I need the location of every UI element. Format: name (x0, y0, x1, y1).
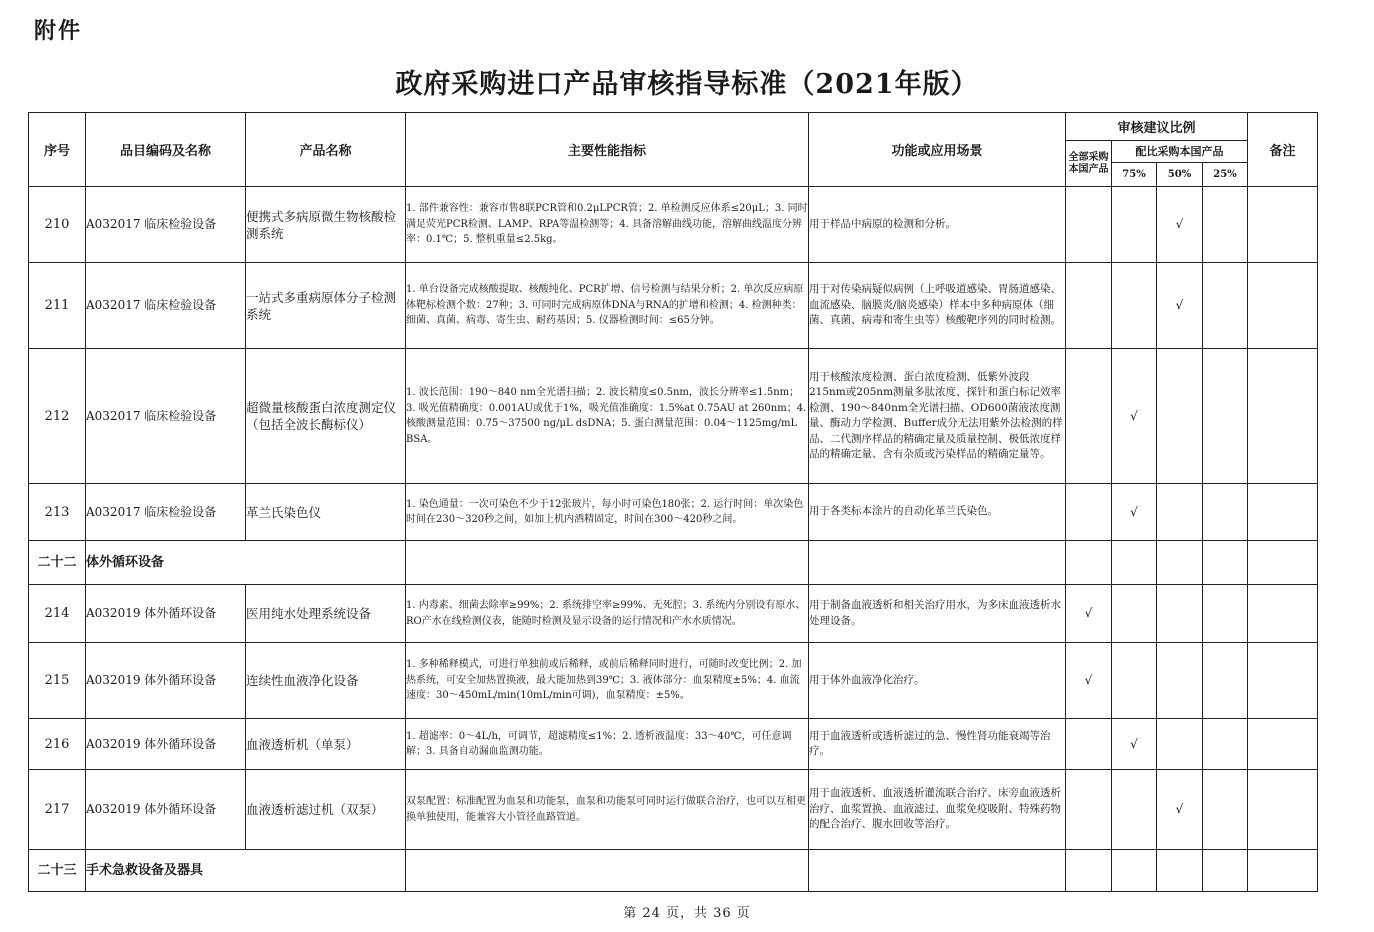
category-cell: A032017 临床检验设备 (86, 349, 246, 484)
category-cell: A032017 临床检验设备 (86, 263, 246, 349)
performance-cell: 1. 部件兼容性：兼容市售8联PCR管和0.2μLPCR管；2. 单检测反应体系≤20μL；3. 同时满足荧光PCR检测、LAMP、RPA等温检测等；4. 具备溶解曲线功能，溶解曲线温度分辨率：0.1℃；5. 整机重量≤2.5kg。 (406, 187, 809, 263)
empty-cell (1157, 850, 1203, 892)
category-cell: A032019 体外循环设备 (86, 643, 246, 719)
ratio-all-cell (1066, 719, 1112, 770)
seq-cell: 213 (29, 484, 86, 541)
seq-cell: 215 (29, 643, 86, 719)
section-row (29, 850, 1318, 892)
performance-cell: 1. 波长范围：190～840 nm全光谱扫描；2. 波长精度≤0.5nm，波长分辨率≤1.5nm；3. 吸光值精确度：0.001AU或优于1%，吸光值准确度：1.5%at 0.75AU at 260nm；4. 核酸测量范围：0.75～37500 ng/μL dsDNA；5. 蛋白测量范围：0.04～1125mg/mL BSA。 (406, 349, 809, 484)
ratio-25-cell (1203, 585, 1248, 643)
ratio-25-cell (1203, 484, 1248, 541)
ratio-50-cell (1157, 585, 1203, 643)
ratio-75-cell (1112, 770, 1157, 850)
category-cell: A032019 体外循环设备 (86, 585, 246, 643)
empty-cell (1157, 541, 1203, 585)
empty-cell (1248, 850, 1318, 892)
function-cell: 用于对传染病疑似病例（上呼吸道感染、胃肠道感染、血流感染、脑膜炎/脑炎感染）样本中多种病原体（细菌、真菌、病毒和寄生虫等）核酸靶序列的同时检测。 (809, 263, 1066, 349)
table-header (29, 113, 1318, 187)
function-cell: 用于样品中病原的检测和分析。 (809, 187, 1066, 263)
page-footer: 第 24 页，共 36 页 (623, 906, 751, 921)
empty-cell (1112, 541, 1157, 585)
category-cell: A032017 临床检验设备 (86, 484, 246, 541)
product-name-cell: 一站式多重病原体分子检测系统 (246, 263, 406, 349)
section-name: 手术急救设备及器具 (86, 850, 406, 892)
header-product: 产品名称 (246, 113, 406, 187)
ratio-75-cell (1112, 349, 1157, 484)
section-number: 二十二 (29, 541, 86, 585)
seq-cell: 214 (29, 585, 86, 643)
header-function: 功能或应用场景 (809, 113, 1066, 187)
standards-table (28, 112, 1318, 892)
table-row (29, 484, 1318, 541)
function-cell: 用于血液透析或透析滤过的急、慢性肾功能衰竭等治疗。 (809, 719, 1066, 770)
header-review-ratio: 审核建议比例 (1066, 113, 1248, 141)
table-row (29, 263, 1318, 349)
ratio-25-cell (1203, 719, 1248, 770)
ratio-all-cell (1066, 263, 1112, 349)
ratio-50-cell (1157, 263, 1203, 349)
performance-cell: 1. 多种稀释模式，可进行单独前或后稀释，或前后稀释同时进行，可随时改变比例；2. 加热系统，可安全加热置换液，最大能加热到39℃；3. 液体部分：血泵精度±5%；4. 血流速度：30～450mL/min(10mL/min可调)，血泵精度：±5%。 (406, 643, 809, 719)
header-partial-domestic: 配比采购本国产品 (1112, 141, 1248, 163)
ratio-50-cell (1157, 187, 1203, 263)
table-row (29, 643, 1318, 719)
product-name-cell: 革兰氏染色仪 (246, 484, 406, 541)
section-number: 二十三 (29, 850, 86, 892)
category-cell: A032019 体外循环设备 (86, 770, 246, 850)
seq-cell: 210 (29, 187, 86, 263)
remarks-cell (1248, 263, 1318, 349)
ratio-50-cell (1157, 770, 1203, 850)
check-mark-icon: √ (1130, 408, 1138, 423)
ratio-75-cell (1112, 187, 1157, 263)
remarks-cell (1248, 187, 1318, 263)
check-mark-icon: √ (1175, 217, 1184, 231)
category-cell: A032017 临床检验设备 (86, 187, 246, 263)
check-mark-icon: √ (1175, 802, 1184, 816)
ratio-75-cell (1112, 585, 1157, 643)
empty-cell (1066, 541, 1112, 585)
ratio-all-cell (1066, 484, 1112, 541)
function-cell: 用于体外血液净化治疗。 (809, 643, 1066, 719)
ratio-75-cell (1112, 263, 1157, 349)
performance-cell: 1. 染色通量：一次可染色不少于12张玻片，每小时可染色180张；2. 运行时间：单次染色时间在230～320秒之间，如加上机内酒精固定，时间在300～420秒之间。 (406, 484, 809, 541)
ratio-all-cell (1066, 585, 1112, 643)
ratio-25-cell (1203, 349, 1248, 484)
ratio-50-cell (1157, 484, 1203, 541)
performance-cell: 双泵配置：标准配置为血泵和功能泵，血泵和功能泵可同时运行做联合治疗，也可以互相更换单独使用，能兼容大小管径血路管道。 (406, 770, 809, 850)
ratio-75-cell (1112, 643, 1157, 719)
empty-cell (1112, 850, 1157, 892)
empty-cell (406, 850, 809, 892)
header-25: 25% (1203, 163, 1248, 187)
table-row (29, 719, 1318, 770)
check-mark-icon: √ (1130, 736, 1138, 751)
header-50: 50% (1157, 163, 1203, 187)
table-row (29, 349, 1318, 484)
ratio-75-cell (1112, 719, 1157, 770)
seq-cell: 217 (29, 770, 86, 850)
ratio-75-cell (1112, 484, 1157, 541)
empty-cell (809, 850, 1066, 892)
seq-cell: 212 (29, 349, 86, 484)
table-row (29, 770, 1318, 850)
product-name-cell: 医用纯水处理系统设备 (246, 585, 406, 643)
function-cell: 用于核酸浓度检测、蛋白浓度检测、低紫外波段215nm或205nm测量多肽浓度、探针和蛋白标记效率检测、190～840nm全光谱扫描、OD600菌液浓度测量、酶动力学检测、Buffer成分无法用紫外法检测的样品、二代测序样品的精确定量及质量控制、极低浓度样品的精确定量、含有杂质或污染样品的精确定量等。 (809, 349, 1066, 484)
ratio-50-cell (1157, 719, 1203, 770)
empty-cell (1203, 541, 1248, 585)
ratio-50-cell (1157, 643, 1203, 719)
check-mark-icon: √ (1084, 606, 1093, 620)
header-category: 品目编码及名称 (86, 113, 246, 187)
remarks-cell (1248, 349, 1318, 484)
ratio-all-cell (1066, 349, 1112, 484)
ratio-25-cell (1203, 263, 1248, 349)
remarks-cell (1248, 585, 1318, 643)
check-mark-icon: √ (1130, 504, 1138, 519)
empty-cell (809, 541, 1066, 585)
table-row (29, 187, 1318, 263)
ratio-25-cell (1203, 770, 1248, 850)
seq-cell: 211 (29, 263, 86, 349)
check-mark-icon: √ (1084, 673, 1093, 687)
function-cell: 用于制备血液透析和相关治疗用水，为多床血液透析水处理设备。 (809, 585, 1066, 643)
remarks-cell (1248, 770, 1318, 850)
header-all-domestic: 全部采购本国产品 (1066, 141, 1112, 187)
ratio-all-cell (1066, 187, 1112, 263)
product-name-cell: 便携式多病原微生物核酸检测系统 (246, 187, 406, 263)
remarks-cell (1248, 643, 1318, 719)
table-body (29, 187, 1318, 892)
section-row (29, 541, 1318, 585)
empty-cell (1248, 541, 1318, 585)
function-cell: 用于各类标本涂片的自动化革兰氏染色。 (809, 484, 1066, 541)
function-cell: 用于血液透析、血液透析灌流联合治疗、床旁血液透析治疗、血浆置换、血液滤过、血浆免疫吸附、特殊药物的配合治疗、腹水回收等治疗。 (809, 770, 1066, 850)
performance-cell: 1. 内毒素、细菌去除率≥99%；2. 系统排空率≥99%、无死腔；3. 系统内分别设有原水、RO产水在线检测仪表，能随时检测及显示设备的运行情况和产水水质情况。 (406, 585, 809, 643)
ratio-all-cell (1066, 770, 1112, 850)
section-name: 体外循环设备 (86, 541, 406, 585)
remarks-cell (1248, 484, 1318, 541)
ratio-all-cell (1066, 643, 1112, 719)
ratio-25-cell (1203, 187, 1248, 263)
check-mark-icon: √ (1175, 298, 1184, 312)
table-row (29, 585, 1318, 643)
ratio-25-cell (1203, 643, 1248, 719)
empty-cell (1066, 850, 1112, 892)
product-name-cell: 血液透析机（单泵） (246, 719, 406, 770)
document-title: 政府采购进口产品审核指导标准（2021年版） (395, 69, 979, 100)
header-remarks: 备注 (1248, 113, 1318, 187)
performance-cell: 1. 单台设备完成核酸提取、核酸纯化、PCR扩增、信号检测与结果分析；2. 单次反应病原体靶标检测个数：27种；3. 可同时完成病原体DNA与RNA的扩增和检测；4. 检测种类：细菌、真菌、病毒、寄生虫、耐药基因；5. 仪器检测时间：≤65分钟。 (406, 263, 809, 349)
seq-cell: 216 (29, 719, 86, 770)
product-name-cell: 连续性血液净化设备 (246, 643, 406, 719)
empty-cell (1203, 850, 1248, 892)
category-cell: A032019 体外循环设备 (86, 719, 246, 770)
empty-cell (406, 541, 809, 585)
performance-cell: 1. 超滤率：0～4L/h，可调节，超滤精度≤1%；2. 透析液温度：33～40℃，可任意调解；3. 具备自动漏血监测功能。 (406, 719, 809, 770)
ratio-50-cell (1157, 349, 1203, 484)
header-75: 75% (1112, 163, 1157, 187)
product-name-cell: 血液透析滤过机（双泵） (246, 770, 406, 850)
attachment-label: 附件 (34, 18, 83, 44)
header-seq: 序号 (29, 113, 86, 187)
remarks-cell (1248, 719, 1318, 770)
product-name-cell: 超微量核酸蛋白浓度测定仪（包括全波长酶标仪） (246, 349, 406, 484)
header-performance: 主要性能指标 (406, 113, 809, 187)
